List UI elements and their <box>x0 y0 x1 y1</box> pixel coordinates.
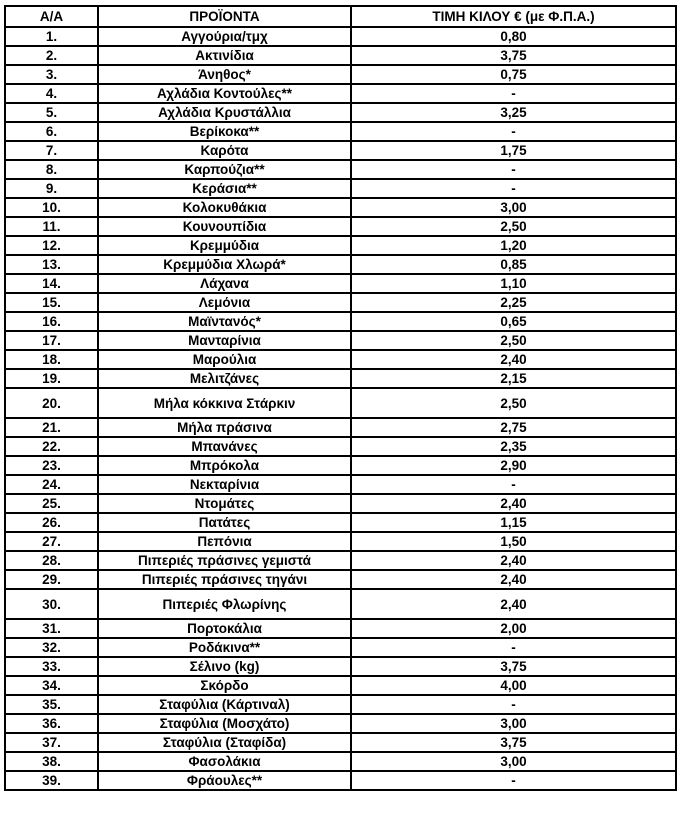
cell-index: 17. <box>5 331 98 350</box>
cell-product: Σταφύλια (Μοσχάτο) <box>98 714 351 733</box>
cell-product: Μαρούλια <box>98 350 351 369</box>
cell-price: 2,50 <box>351 331 676 350</box>
table-row <box>5 84 676 103</box>
table-row <box>5 179 676 198</box>
cell-product: Σέλινο (kg) <box>98 657 351 676</box>
cell-index: 24. <box>5 475 98 494</box>
cell-product: Φασολάκια <box>98 752 351 771</box>
cell-product: Φράουλες** <box>98 771 351 790</box>
cell-price: 2,40 <box>351 350 676 369</box>
cell-price: 2,00 <box>351 619 676 638</box>
cell-index: 3. <box>5 65 98 84</box>
cell-product: Λεμόνια <box>98 293 351 312</box>
table-row <box>5 350 676 369</box>
cell-price: - <box>351 771 676 790</box>
cell-price: - <box>351 638 676 657</box>
table-row <box>5 532 676 551</box>
cell-index: 19. <box>5 369 98 388</box>
cell-price: 3,00 <box>351 198 676 217</box>
cell-product: Πιπεριές πράσινες τηγάνι <box>98 570 351 589</box>
cell-price: - <box>351 695 676 714</box>
cell-price: 3,75 <box>351 46 676 65</box>
table-row <box>5 141 676 160</box>
table-row <box>5 122 676 141</box>
cell-product: Αγγούρια/τμχ <box>98 27 351 46</box>
cell-price: 2,40 <box>351 589 676 619</box>
table-row <box>5 619 676 638</box>
table-row <box>5 65 676 84</box>
price-table-header <box>5 6 676 27</box>
cell-product: Μήλα κόκκινα Στάρκιν <box>98 388 351 418</box>
table-row <box>5 570 676 589</box>
cell-index: 16. <box>5 312 98 331</box>
cell-product: Πορτοκάλια <box>98 619 351 638</box>
table-row <box>5 388 676 418</box>
cell-product: Μελιτζάνες <box>98 369 351 388</box>
cell-product: Ροδάκινα** <box>98 638 351 657</box>
cell-price: 3,75 <box>351 733 676 752</box>
cell-index: 20. <box>5 388 98 418</box>
cell-index: 2. <box>5 46 98 65</box>
cell-product: Πεπόνια <box>98 532 351 551</box>
cell-index: 31. <box>5 619 98 638</box>
cell-price: 1,15 <box>351 513 676 532</box>
cell-price: 2,25 <box>351 293 676 312</box>
table-row <box>5 494 676 513</box>
cell-index: 25. <box>5 494 98 513</box>
cell-index: 32. <box>5 638 98 657</box>
cell-product: Σταφύλια (Κάρτιναλ) <box>98 695 351 714</box>
cell-product: Βερίκοκα** <box>98 122 351 141</box>
cell-price: 2,40 <box>351 551 676 570</box>
cell-price: 2,40 <box>351 570 676 589</box>
cell-product: Μπρόκολα <box>98 456 351 475</box>
cell-index: 15. <box>5 293 98 312</box>
cell-product: Ακτινίδια <box>98 46 351 65</box>
table-row <box>5 46 676 65</box>
cell-product: Μήλα πράσινα <box>98 418 351 437</box>
cell-index: 28. <box>5 551 98 570</box>
table-row <box>5 274 676 293</box>
cell-price: 2,50 <box>351 388 676 418</box>
cell-product: Σταφύλια (Σταφίδα) <box>98 733 351 752</box>
cell-index: 35. <box>5 695 98 714</box>
cell-product: Κολοκυθάκια <box>98 198 351 217</box>
cell-index: 13. <box>5 255 98 274</box>
table-row <box>5 657 676 676</box>
cell-index: 18. <box>5 350 98 369</box>
cell-index: 7. <box>5 141 98 160</box>
cell-index: 26. <box>5 513 98 532</box>
cell-price: 0,80 <box>351 27 676 46</box>
cell-index: 22. <box>5 437 98 456</box>
cell-product: Ντομάτες <box>98 494 351 513</box>
cell-price: 2,15 <box>351 369 676 388</box>
table-row <box>5 733 676 752</box>
cell-product: Αχλάδια Κοντούλες** <box>98 84 351 103</box>
price-table <box>4 5 677 791</box>
cell-index: 33. <box>5 657 98 676</box>
cell-price: 1,10 <box>351 274 676 293</box>
cell-product: Αχλάδια Κρυστάλλια <box>98 103 351 122</box>
table-row <box>5 27 676 46</box>
table-row <box>5 475 676 494</box>
cell-index: 6. <box>5 122 98 141</box>
table-row <box>5 551 676 570</box>
cell-index: 39. <box>5 771 98 790</box>
table-row <box>5 752 676 771</box>
table-row <box>5 331 676 350</box>
cell-index: 27. <box>5 532 98 551</box>
cell-product: Κεράσια** <box>98 179 351 198</box>
table-row <box>5 437 676 456</box>
table-row <box>5 293 676 312</box>
cell-product: Καρότα <box>98 141 351 160</box>
col-header-index: Α/Α <box>5 6 98 27</box>
cell-product: Άνηθος* <box>98 65 351 84</box>
cell-index: 5. <box>5 103 98 122</box>
cell-price: 3,25 <box>351 103 676 122</box>
cell-price: 2,75 <box>351 418 676 437</box>
cell-product: Μανταρίνια <box>98 331 351 350</box>
cell-price: - <box>351 122 676 141</box>
cell-product: Σκόρδο <box>98 676 351 695</box>
cell-index: 14. <box>5 274 98 293</box>
cell-product: Καρπούζια** <box>98 160 351 179</box>
cell-price: 1,20 <box>351 236 676 255</box>
cell-index: 1. <box>5 27 98 46</box>
table-row <box>5 312 676 331</box>
cell-index: 8. <box>5 160 98 179</box>
cell-price: - <box>351 84 676 103</box>
table-row <box>5 217 676 236</box>
cell-price: 0,85 <box>351 255 676 274</box>
table-row <box>5 513 676 532</box>
table-row <box>5 369 676 388</box>
cell-product: Κρεμμύδια Χλωρά* <box>98 255 351 274</box>
cell-index: 38. <box>5 752 98 771</box>
cell-price: 2,35 <box>351 437 676 456</box>
cell-price: - <box>351 160 676 179</box>
cell-product: Κρεμμύδια <box>98 236 351 255</box>
table-row <box>5 236 676 255</box>
header-row <box>5 6 676 27</box>
cell-product: Λάχανα <box>98 274 351 293</box>
cell-index: 37. <box>5 733 98 752</box>
cell-index: 29. <box>5 570 98 589</box>
table-row <box>5 255 676 274</box>
cell-price: 3,00 <box>351 752 676 771</box>
cell-price: 2,50 <box>351 217 676 236</box>
table-row <box>5 589 676 619</box>
table-row <box>5 714 676 733</box>
cell-index: 36. <box>5 714 98 733</box>
cell-index: 4. <box>5 84 98 103</box>
cell-product: Πιπεριές πράσινες γεμιστά <box>98 551 351 570</box>
cell-price: 2,40 <box>351 494 676 513</box>
cell-product: Μαϊντανός* <box>98 312 351 331</box>
cell-price: - <box>351 179 676 198</box>
cell-index: 9. <box>5 179 98 198</box>
cell-index: 23. <box>5 456 98 475</box>
cell-price: 3,75 <box>351 657 676 676</box>
cell-product: Πιπεριές Φλωρίνης <box>98 589 351 619</box>
cell-index: 30. <box>5 589 98 619</box>
price-table-body <box>5 27 676 790</box>
cell-price: 3,00 <box>351 714 676 733</box>
cell-index: 11. <box>5 217 98 236</box>
col-header-product: ΠΡΟΪΟΝΤΑ <box>98 6 351 27</box>
cell-product: Νεκταρίνια <box>98 475 351 494</box>
cell-index: 10. <box>5 198 98 217</box>
table-row <box>5 418 676 437</box>
cell-price: 1,50 <box>351 532 676 551</box>
cell-price: 1,75 <box>351 141 676 160</box>
table-row <box>5 695 676 714</box>
table-row <box>5 198 676 217</box>
cell-price: - <box>351 475 676 494</box>
cell-price: 4,00 <box>351 676 676 695</box>
cell-price: 2,90 <box>351 456 676 475</box>
cell-index: 12. <box>5 236 98 255</box>
col-header-price: ΤΙΜΗ ΚΙΛΟΥ € (με Φ.Π.Α.) <box>351 6 676 27</box>
table-row <box>5 103 676 122</box>
cell-product: Κουνουπίδια <box>98 217 351 236</box>
table-row <box>5 160 676 179</box>
cell-product: Πατάτες <box>98 513 351 532</box>
table-row <box>5 676 676 695</box>
cell-index: 21. <box>5 418 98 437</box>
cell-product: Μπανάνες <box>98 437 351 456</box>
cell-price: 0,75 <box>351 65 676 84</box>
table-row <box>5 456 676 475</box>
table-row <box>5 638 676 657</box>
cell-price: 0,65 <box>351 312 676 331</box>
table-row <box>5 771 676 790</box>
cell-index: 34. <box>5 676 98 695</box>
